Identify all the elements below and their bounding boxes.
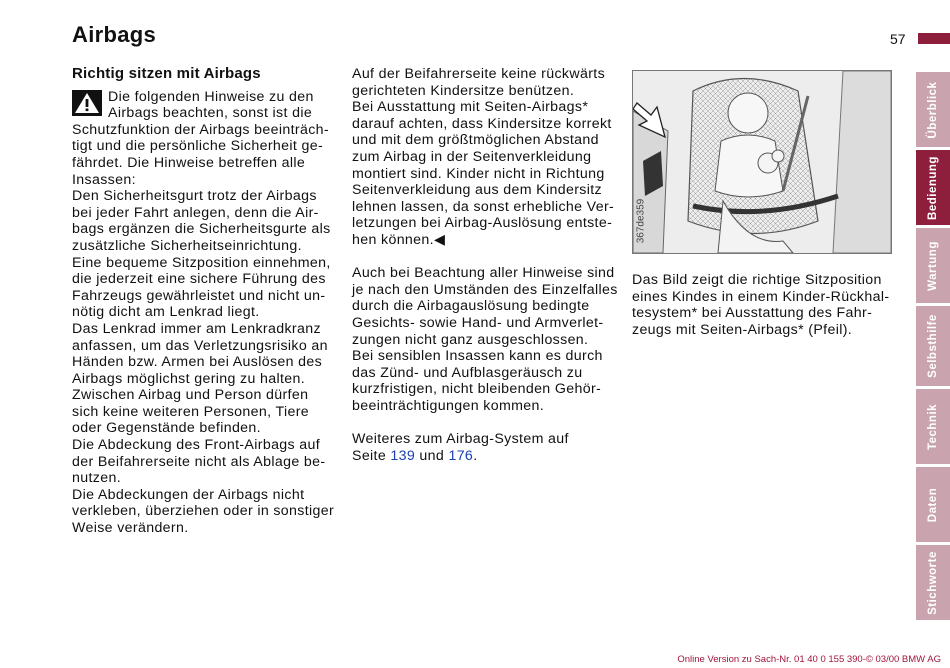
text-line: Händen bzw. Armen bei Auslösen des [72, 354, 323, 371]
text-line: Airbags möglichst gering zu halten. [72, 370, 306, 387]
text-line: Den Sicherheitsgurt trotz der Airbags [72, 188, 317, 205]
text-line: Das Bild zeigt die richtige Sitzposition [632, 272, 882, 288]
tab-bedienung[interactable] [916, 150, 950, 225]
text-line: gerichteten Kindersitze benützen. [352, 82, 575, 99]
figure-code: 367de359 [635, 198, 647, 244]
text-line: darauf achten, dass Kindersitze korrekt [352, 115, 612, 132]
text-line: Insassen: [72, 171, 136, 188]
text-line: Schutzfunktion der Airbags beeinträch- [72, 121, 329, 138]
text-line: tesystem* bei Ausstattung des Fahr- [632, 305, 873, 322]
text-line: zeugs mit Seiten-Airbags* (Pfeil). [632, 321, 853, 338]
text-line: Auch bei Beachtung aller Hinweise sind [352, 265, 615, 282]
tab-label: Daten [927, 487, 939, 522]
section-marker-bar [918, 33, 950, 44]
text-line: eines Kindes in einem Kinder-Rückhal- [632, 288, 890, 305]
text-line: anfassen, um das Verletzungsrisiko an [72, 337, 328, 354]
text-line: bags ergänzen die Sicherheitsgurte als [72, 221, 331, 238]
text-line: Auf der Beifahrerseite keine rückwärts [352, 66, 606, 82]
text-line: Gesichts- sowie Hand- und Armverlet- [352, 314, 604, 331]
tab-label: Überblick [927, 81, 939, 138]
text-line: fährdet. Die Hinweise betreffen alle [72, 154, 306, 171]
text-line: je nach den Umständen des Einzelfalles [352, 281, 618, 298]
text-line: Die Abdeckung des Front-Airbags auf [72, 437, 321, 454]
text-line: Eine bequeme Sitzposition einnehmen, [72, 254, 331, 271]
text-line: tigt und die persönliche Sicherheit ge- [72, 138, 324, 155]
text-line: Seitenverkleidung aus dem Kindersitz [352, 182, 602, 199]
text-line: nötig dicht am Lenkrad liegt. [72, 304, 260, 321]
tab-wartung[interactable] [916, 228, 950, 303]
left-column-text [72, 89, 340, 537]
text-line: die jederzeit eine sichere Führung des [72, 271, 326, 288]
text-line: Die Abdeckungen der Airbags nicht [72, 486, 305, 503]
text-line: Das Lenkrad immer am Lenkradkranz [72, 320, 321, 337]
text-line: das Zünd- und Aufblasgeräusch zu [352, 364, 583, 381]
text-line: oder Gegenstände befinden. [72, 420, 261, 437]
text-line: durch die Airbagauslösung bedingte [352, 298, 590, 315]
text-line: letzungen bei Airbag-Auslösung entste- [352, 215, 613, 232]
tab-label: Bedienung [927, 155, 939, 220]
reference-prefix: Seite [352, 447, 387, 464]
section-heading: Richtig sitzen mit Airbags [72, 65, 261, 82]
text-line: hen können.◀ [352, 231, 446, 248]
text-line: montiert sind. Kinder nicht in Richtung [352, 165, 605, 182]
text-line: Bei sensiblen Insassen kann es durch [352, 348, 603, 365]
page-title: Airbags [72, 22, 157, 47]
link-page-139[interactable]: 139 [390, 447, 416, 464]
figure-caption [632, 272, 902, 338]
text-line: zusätzliche Sicherheitseinrichtung. [72, 237, 302, 254]
child-seat-illustration [632, 70, 892, 254]
text-line: und mit dem größtmöglichen Abstand [352, 132, 599, 149]
text-line: Zwischen Airbag und Person dürfen [72, 387, 309, 404]
text-line: kurzfristigen, nicht bleibenden Gehör- [352, 381, 602, 398]
tab-label: Selbsthilfe [927, 314, 939, 378]
text-line: zum Airbag in der Seitenverkleidung [352, 148, 592, 165]
text-line: Weise verändern. [72, 520, 189, 537]
page-number: 57 [890, 31, 906, 47]
tab-label: Wartung [927, 240, 939, 291]
child-seat-drawing [633, 71, 891, 253]
tab-selbsthilfe[interactable] [916, 306, 950, 386]
reference-pages [352, 448, 620, 465]
text-line: beeinträchtigungen kommen. [352, 397, 545, 414]
text-line: verkleben, überziehen oder in sonstiger [72, 503, 335, 520]
link-page-176[interactable]: 176 [448, 447, 474, 464]
tab-technik[interactable] [916, 389, 950, 464]
footer-copyright: Online Version zu Sach-Nr. 01 40 0 155 390-© 03/00 BMW AG [677, 654, 941, 665]
tab-stichworte[interactable] [916, 545, 950, 620]
text-line: sich keine weiteren Personen, Tiere [72, 403, 310, 420]
child-seat-warning-text [352, 66, 620, 249]
text-line: lehnen lassen, da sonst erhebliche Ver- [352, 198, 615, 215]
text-line: Fahrzeugs gewährleistet und nicht un- [72, 287, 326, 304]
tab-label: Stichworte [927, 550, 939, 615]
reference-and: und [419, 447, 445, 464]
column-left [72, 66, 340, 537]
text-line: der Beifahrerseite nicht als Ablage be- [72, 453, 326, 470]
tab-daten[interactable] [916, 467, 950, 542]
text-line: zungen nicht ganz ausgeschlossen. [352, 331, 589, 348]
column-middle [352, 66, 620, 464]
warning-icon [72, 90, 102, 116]
tab-ueberblick[interactable] [916, 72, 950, 147]
text-line: Bei Ausstattung mit Seiten-Airbags* [352, 99, 589, 116]
text-line: nutzen. [72, 470, 121, 487]
text-line: Airbags beachten, sonst ist die [108, 105, 313, 122]
reference-end: . [473, 447, 478, 464]
airbag-injury-notice-text [352, 265, 620, 414]
caption-text [632, 272, 902, 338]
text-line: Die folgenden Hinweise zu den [108, 88, 314, 105]
reference-line: Weiteres zum Airbag-System auf [352, 431, 569, 448]
text-line: bei jeder Fahrt anlegen, denn die Air- [72, 204, 319, 221]
tab-label: Technik [927, 403, 939, 450]
